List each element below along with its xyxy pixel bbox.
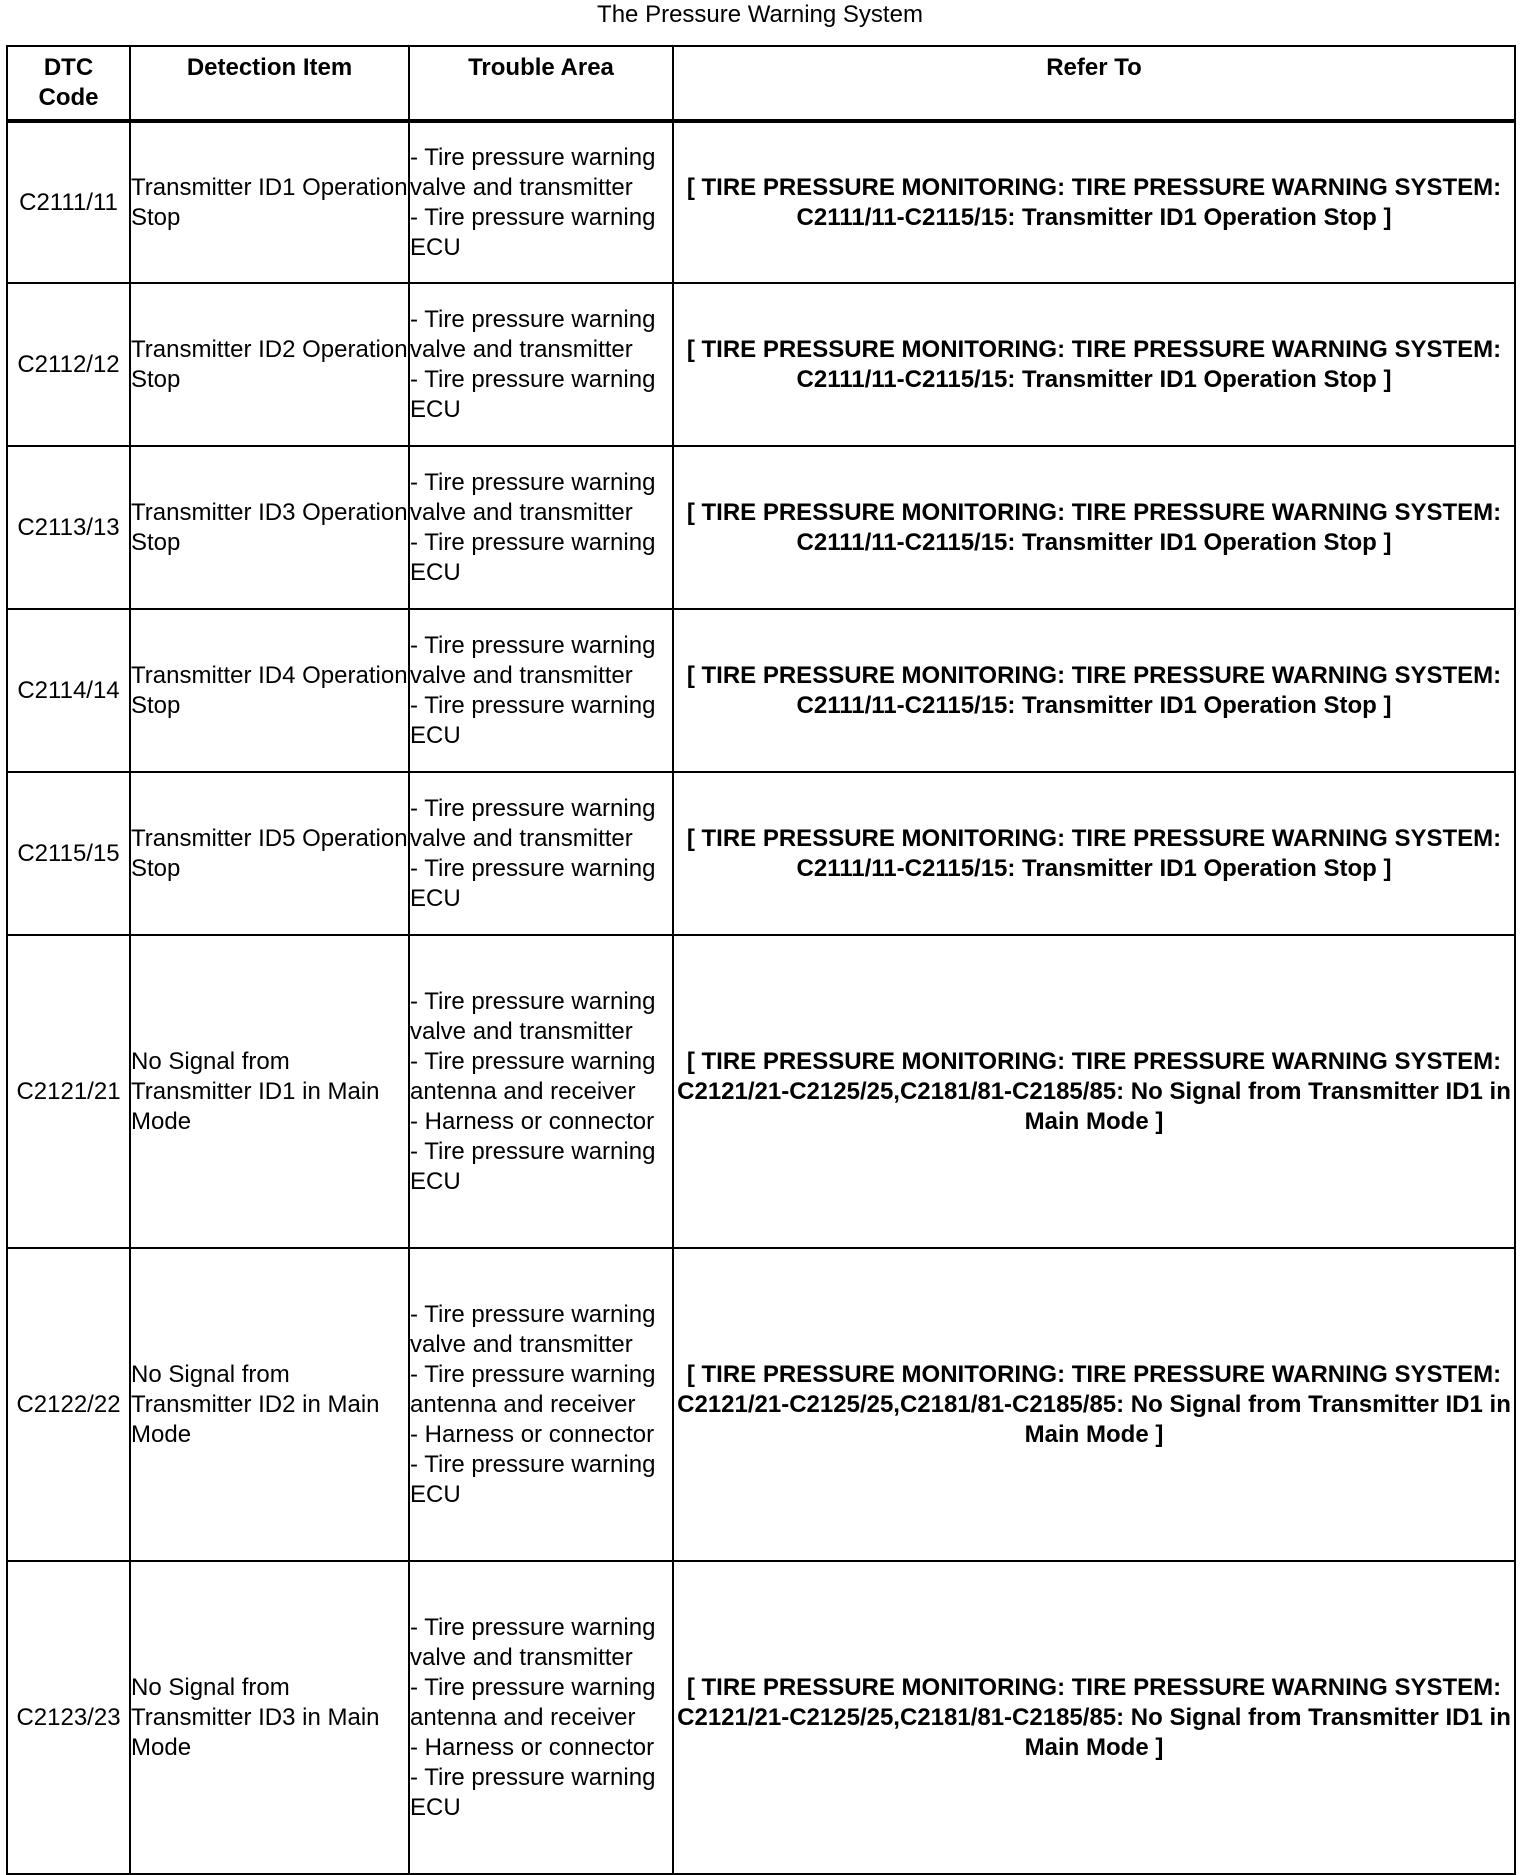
trouble-area-line: - Tire pressure warning valve and transmitter bbox=[410, 1613, 656, 1671]
table-row bbox=[7, 1248, 1515, 1561]
refer-to-cell: [ TIRE PRESSURE MONITORING: TIRE PRESSURE WARNING SYSTEM: C2111/11-C2115/15: Transmitter ID1 Operation Stop ] bbox=[673, 283, 1515, 446]
dtc-code-cell: C2113/13 bbox=[7, 446, 130, 609]
detection-item-cell: No Signal from Transmitter ID3 in Main Mode bbox=[130, 1561, 409, 1874]
trouble-area-line: - Tire pressure warning ECU bbox=[410, 691, 656, 749]
trouble-area-line: - Tire pressure warning valve and transmitter bbox=[410, 987, 656, 1045]
trouble-area-line: - Tire pressure warning ECU bbox=[410, 854, 656, 912]
trouble-area-line: - Tire pressure warning ECU bbox=[410, 1137, 656, 1195]
trouble-area-cell bbox=[409, 609, 673, 772]
refer-to-cell: [ TIRE PRESSURE MONITORING: TIRE PRESSURE WARNING SYSTEM: C2111/11-C2115/15: Transmitter ID1 Operation Stop ] bbox=[673, 446, 1515, 609]
trouble-area-line: - Tire pressure warning ECU bbox=[410, 365, 656, 423]
table-body bbox=[7, 121, 1515, 1874]
dtc-code-cell: C2114/14 bbox=[7, 609, 130, 772]
table-header-row bbox=[7, 46, 1515, 121]
table-row bbox=[7, 1561, 1515, 1874]
detection-item-cell: No Signal from Transmitter ID2 in Main Mode bbox=[130, 1248, 409, 1561]
refer-to-cell: [ TIRE PRESSURE MONITORING: TIRE PRESSURE WARNING SYSTEM: C2121/21-C2125/25,C2181/81-C2185/85: No Signal from Transmitter ID1 in Main Mode ] bbox=[673, 1248, 1515, 1561]
header-trouble-area: Trouble Area bbox=[409, 46, 673, 121]
trouble-area-line: - Tire pressure warning ECU bbox=[410, 528, 656, 586]
trouble-area-line: - Tire pressure warning valve and transmitter bbox=[410, 143, 656, 201]
trouble-area-line: - Tire pressure warning antenna and receiver bbox=[410, 1673, 656, 1731]
dtc-code-cell: C2112/12 bbox=[7, 283, 130, 446]
trouble-area-line: - Harness or connector bbox=[410, 1107, 655, 1135]
refer-to-cell: [ TIRE PRESSURE MONITORING: TIRE PRESSURE WARNING SYSTEM: C2111/11-C2115/15: Transmitter ID1 Operation Stop ] bbox=[673, 609, 1515, 772]
header-detection-item: Detection Item bbox=[130, 46, 409, 121]
dtc-code-cell: C2111/11 bbox=[7, 121, 130, 283]
trouble-area-cell bbox=[409, 283, 673, 446]
trouble-area-cell bbox=[409, 1561, 673, 1874]
detection-item-cell: Transmitter ID2 Operation Stop bbox=[130, 283, 409, 446]
trouble-area-cell bbox=[409, 446, 673, 609]
trouble-area-line: - Tire pressure warning antenna and receiver bbox=[410, 1360, 656, 1418]
dtc-table bbox=[6, 45, 1516, 1875]
refer-to-cell: [ TIRE PRESSURE MONITORING: TIRE PRESSURE WARNING SYSTEM: C2111/11-C2115/15: Transmitter ID1 Operation Stop ] bbox=[673, 121, 1515, 283]
trouble-area-line: - Tire pressure warning antenna and receiver bbox=[410, 1047, 656, 1105]
trouble-area-line: - Tire pressure warning valve and transmitter bbox=[410, 794, 656, 852]
refer-to-cell: [ TIRE PRESSURE MONITORING: TIRE PRESSURE WARNING SYSTEM: C2111/11-C2115/15: Transmitter ID1 Operation Stop ] bbox=[673, 772, 1515, 935]
dtc-code-cell: C2115/15 bbox=[7, 772, 130, 935]
trouble-area-cell bbox=[409, 772, 673, 935]
page-title: The Pressure Warning System bbox=[597, 1, 923, 28]
trouble-area-line: - Harness or connector bbox=[410, 1733, 655, 1761]
refer-to-cell: [ TIRE PRESSURE MONITORING: TIRE PRESSURE WARNING SYSTEM: C2121/21-C2125/25,C2181/81-C2185/85: No Signal from Transmitter ID1 in Main Mode ] bbox=[673, 935, 1515, 1248]
trouble-area-line: - Tire pressure warning ECU bbox=[410, 203, 656, 261]
trouble-area-line: - Harness or connector bbox=[410, 1420, 655, 1448]
trouble-area-line: - Tire pressure warning ECU bbox=[410, 1450, 656, 1508]
refer-to-cell: [ TIRE PRESSURE MONITORING: TIRE PRESSURE WARNING SYSTEM: C2121/21-C2125/25,C2181/81-C2185/85: No Signal from Transmitter ID1 in Main Mode ] bbox=[673, 1561, 1515, 1874]
detection-item-cell: Transmitter ID3 Operation Stop bbox=[130, 446, 409, 609]
trouble-area-line: - Tire pressure warning valve and transmitter bbox=[410, 631, 656, 689]
trouble-area-line: - Tire pressure warning valve and transmitter bbox=[410, 305, 656, 363]
header-refer-to: Refer To bbox=[673, 46, 1515, 121]
detection-item-cell: Transmitter ID5 Operation Stop bbox=[130, 772, 409, 935]
dtc-code-cell: C2122/22 bbox=[7, 1248, 130, 1561]
trouble-area-line: - Tire pressure warning ECU bbox=[410, 1763, 656, 1821]
detection-item-cell: No Signal from Transmitter ID1 in Main Mode bbox=[130, 935, 409, 1248]
detection-item-cell: Transmitter ID1 Operation Stop bbox=[130, 121, 409, 283]
trouble-area-cell bbox=[409, 121, 673, 283]
dtc-code-cell: C2123/23 bbox=[7, 1561, 130, 1874]
table-row bbox=[7, 609, 1515, 772]
table-row bbox=[7, 446, 1515, 609]
table-row bbox=[7, 121, 1515, 283]
trouble-area-cell bbox=[409, 935, 673, 1248]
detection-item-cell: Transmitter ID4 Operation Stop bbox=[130, 609, 409, 772]
table-row bbox=[7, 772, 1515, 935]
trouble-area-line: - Tire pressure warning valve and transmitter bbox=[410, 1300, 656, 1358]
trouble-area-line: - Tire pressure warning valve and transmitter bbox=[410, 468, 656, 526]
table-row bbox=[7, 283, 1515, 446]
table-row bbox=[7, 935, 1515, 1248]
trouble-area-cell bbox=[409, 1248, 673, 1561]
dtc-code-cell: C2121/21 bbox=[7, 935, 130, 1248]
header-dtc-code: DTC Code bbox=[7, 46, 130, 121]
